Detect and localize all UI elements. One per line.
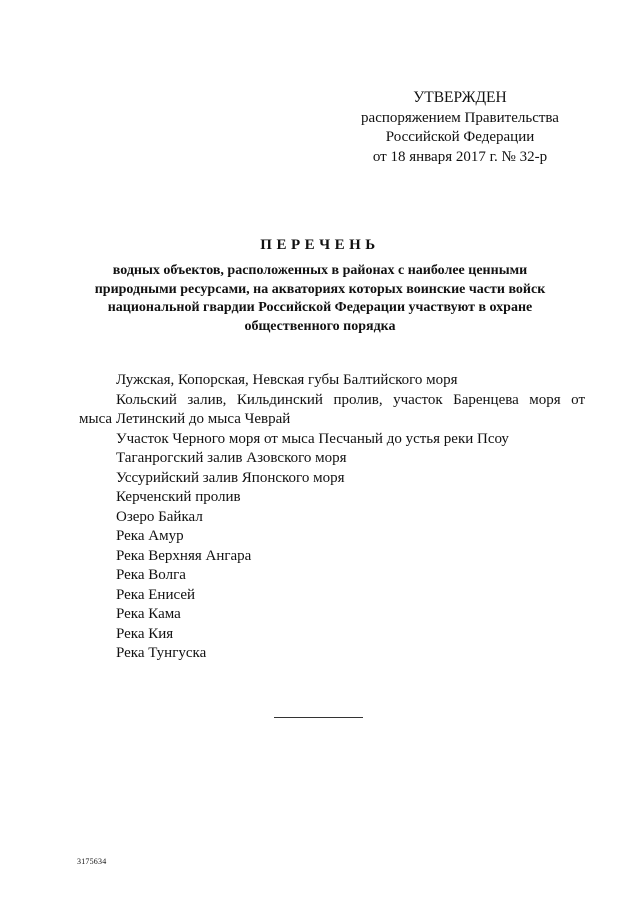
list-item: Таганрогский залив Азовского моря: [116, 450, 347, 466]
subtitle-line: общественного порядка: [244, 318, 396, 334]
list-item: Озеро Байкал: [116, 508, 203, 525]
list-item: Река Амур: [116, 528, 184, 544]
list-item: Река Енисей: [116, 586, 196, 603]
subtitle-line: национальной гвардии Российской Федерации участвуют в охране: [107, 300, 533, 315]
list-item: Уссурийский залив Японского моря: [116, 469, 345, 486]
list-item: Участок Черного моря от мыса Песчаный до устья реки Псоу: [116, 430, 509, 447]
list-item: Река Кия: [116, 625, 174, 642]
document-subtitle: [70, 262, 570, 336]
list-item: [79, 391, 585, 430]
closing-rule-divider: [274, 717, 363, 718]
list-item: Лужская, Копорская, Невская губы Балтийского моря: [116, 372, 458, 388]
list-item: Река Кама: [116, 606, 181, 622]
approval-line-date-number: от 18 января 2017 г. № 32-р: [372, 148, 548, 165]
list-item: Река Волга: [116, 567, 186, 583]
list-item: Река Верхняя Ангара: [116, 547, 252, 564]
water-objects-list: [79, 371, 585, 664]
document-title: ПЕРЕЧЕНЬ: [260, 237, 380, 253]
subtitle-line: водных объектов, расположенных в районах с наиболее ценными: [112, 263, 528, 278]
approval-heading: УТВЕРЖДЕН: [413, 89, 507, 106]
list-item: Керченский пролив: [116, 489, 241, 505]
approval-line-government: Российской Федерации: [385, 129, 535, 145]
list-item-line: мыса Летинский до мыса Чеврай: [79, 411, 291, 427]
list-item: Река Тунгуска: [116, 645, 207, 661]
subtitle-line: природными ресурсами, на акваториях которых воинские части войск: [94, 281, 546, 297]
document-code: 3175634: [77, 857, 107, 866]
list-item-line: Кольский залив, Кильдинский пролив, участок Баренцева моря от: [116, 391, 585, 408]
approval-line-decree: распоряжением Правительства: [361, 109, 559, 126]
approval-block: [330, 88, 590, 167]
